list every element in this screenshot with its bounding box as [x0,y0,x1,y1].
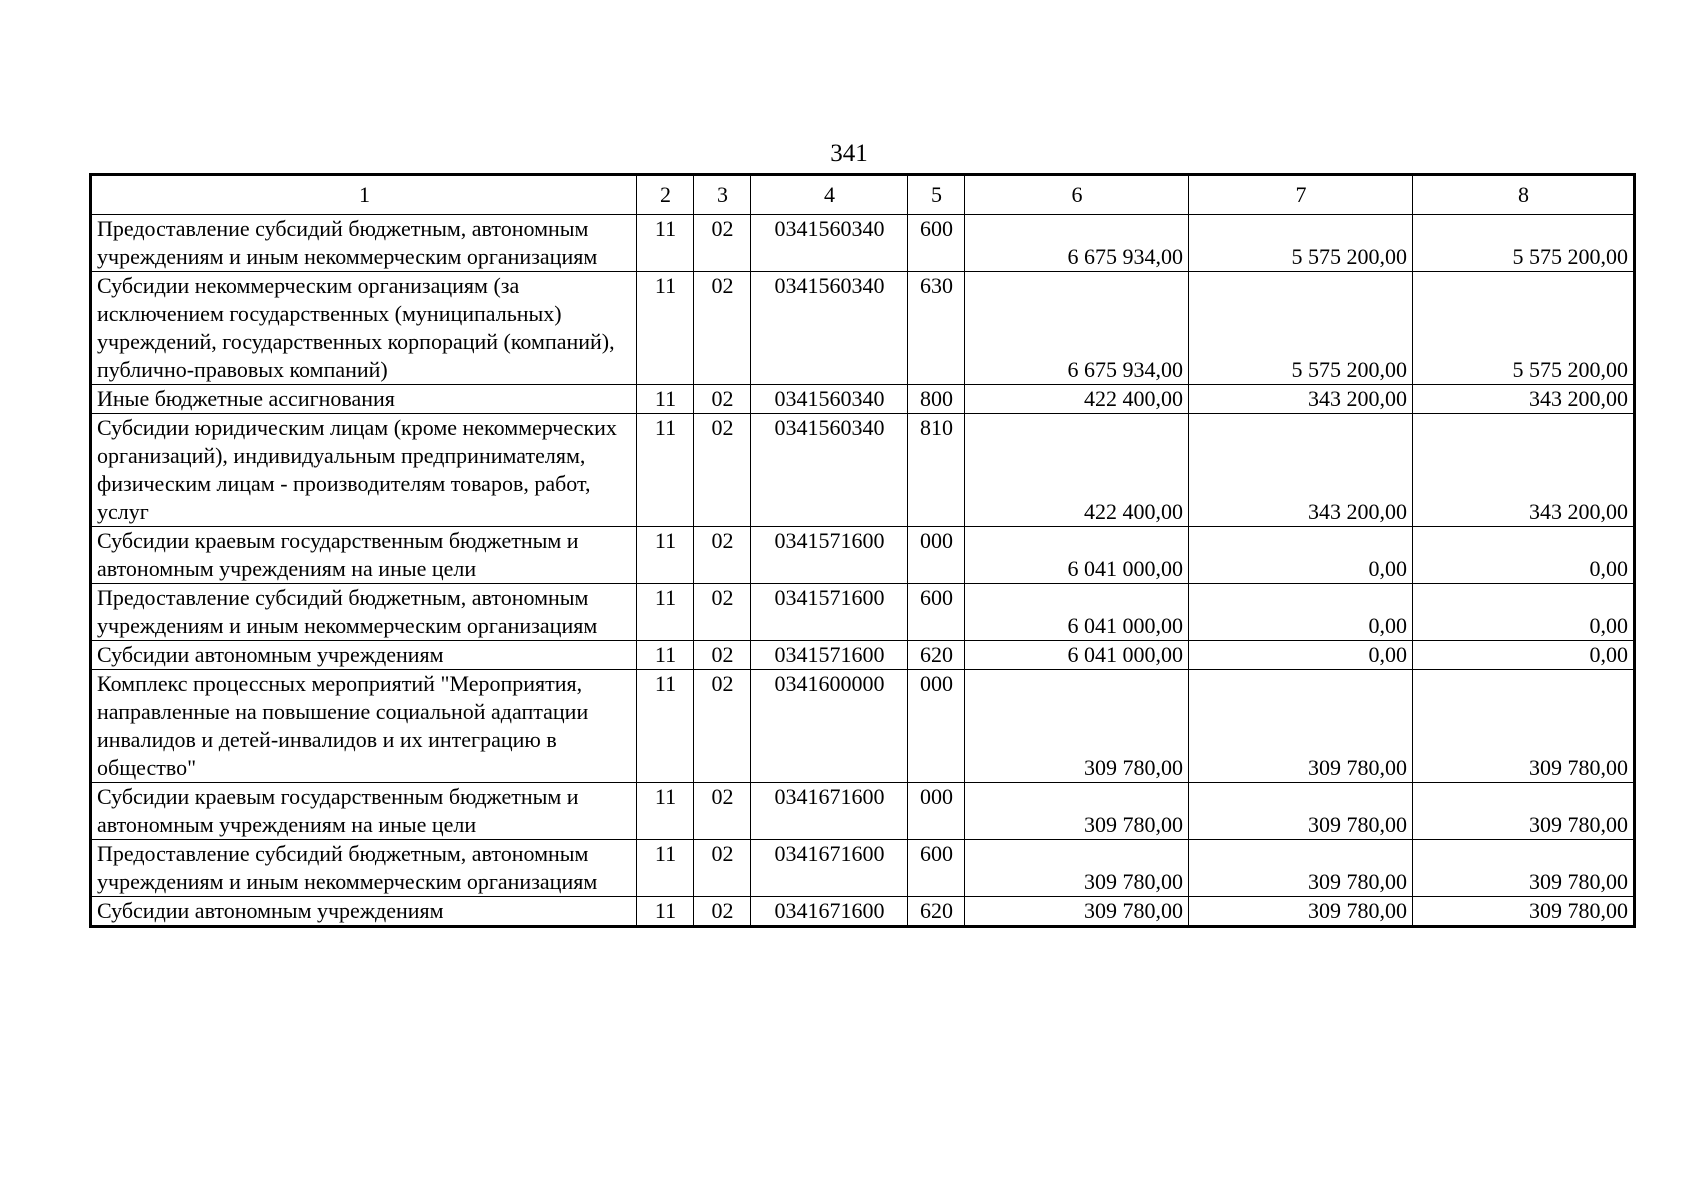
amount-col6-cell: 309 780,00 [965,897,1189,927]
amount-col7-cell: 0,00 [1189,641,1413,670]
amount-col6-cell: 309 780,00 [965,670,1189,783]
header-cell: 3 [694,175,751,215]
target-article-cell: 0341600000 [751,670,908,783]
subsection-code-cell: 02 [694,527,751,584]
amount-col6-cell: 6 041 000,00 [965,641,1189,670]
amount-col8-cell: 343 200,00 [1413,414,1635,527]
amount-col7-cell: 309 780,00 [1189,670,1413,783]
header-cell: 6 [965,175,1189,215]
row-name-cell: Субсидии некоммерческим организациям (за исключением государственных (муниципальных) учреждений, государственных корпораций (компаний), публично-правовых компаний) [91,272,637,385]
subsection-code-cell: 02 [694,215,751,272]
section-code-cell: 11 [637,641,694,670]
section-code-cell: 11 [637,414,694,527]
amount-col8-cell: 343 200,00 [1413,385,1635,414]
target-article-cell: 0341671600 [751,783,908,840]
header-row [91,175,1635,215]
section-code-cell: 11 [637,897,694,927]
table-row [91,783,1635,840]
expense-type-cell: 000 [908,670,965,783]
row-name-cell: Субсидии краевым государственным бюджетным и автономным учреждениям на иные цели [91,783,637,840]
subsection-code-cell: 02 [694,783,751,840]
target-article-cell: 0341560340 [751,385,908,414]
row-name-cell: Предоставление субсидий бюджетным, автономным учреждениям и иным некоммерческим организациям [91,840,637,897]
subsection-code-cell: 02 [694,840,751,897]
amount-col7-cell: 0,00 [1189,584,1413,641]
subsection-code-cell: 02 [694,272,751,385]
section-code-cell: 11 [637,584,694,641]
table-row [91,272,1635,385]
expense-type-cell: 600 [908,840,965,897]
expense-type-cell: 000 [908,783,965,840]
section-code-cell: 11 [637,215,694,272]
amount-col7-cell: 5 575 200,00 [1189,272,1413,385]
amount-col8-cell: 0,00 [1413,584,1635,641]
amount-col8-cell: 5 575 200,00 [1413,215,1635,272]
table-row [91,840,1635,897]
expense-type-cell: 600 [908,584,965,641]
amount-col8-cell: 5 575 200,00 [1413,272,1635,385]
subsection-code-cell: 02 [694,670,751,783]
subsection-code-cell: 02 [694,385,751,414]
header-cell: 4 [751,175,908,215]
row-name-cell: Предоставление субсидий бюджетным, автономным учреждениям и иным некоммерческим организациям [91,215,637,272]
subsection-code-cell: 02 [694,897,751,927]
amount-col6-cell: 309 780,00 [965,840,1189,897]
budget-table [89,173,1636,928]
expense-type-cell: 630 [908,272,965,385]
subsection-code-cell: 02 [694,414,751,527]
row-name-cell: Субсидии автономным учреждениям [91,897,637,927]
target-article-cell: 0341560340 [751,272,908,385]
header-cell: 2 [637,175,694,215]
amount-col8-cell: 309 780,00 [1413,897,1635,927]
header-cell: 1 [91,175,637,215]
amount-col6-cell: 6 675 934,00 [965,215,1189,272]
amount-col6-cell: 6 041 000,00 [965,584,1189,641]
amount-col8-cell: 0,00 [1413,641,1635,670]
table-row [91,527,1635,584]
header-cell: 5 [908,175,965,215]
target-article-cell: 0341571600 [751,641,908,670]
row-name-cell: Иные бюджетные ассигнования [91,385,637,414]
target-article-cell: 0341571600 [751,527,908,584]
table-row [91,385,1635,414]
section-code-cell: 11 [637,670,694,783]
table-row [91,641,1635,670]
target-article-cell: 0341671600 [751,840,908,897]
table-row [91,584,1635,641]
row-name-cell: Предоставление субсидий бюджетным, автономным учреждениям и иным некоммерческим организациям [91,584,637,641]
amount-col6-cell: 422 400,00 [965,385,1189,414]
amount-col6-cell: 6 041 000,00 [965,527,1189,584]
table-row [91,897,1635,927]
amount-col8-cell: 309 780,00 [1413,670,1635,783]
expense-type-cell: 000 [908,527,965,584]
row-name-cell: Субсидии юридическим лицам (кроме некоммерческих организаций), индивидуальным предпринимателям, физическим лицам - производителям товаров, работ, услуг [91,414,637,527]
section-code-cell: 11 [637,272,694,385]
expense-type-cell: 620 [908,897,965,927]
header-cell: 7 [1189,175,1413,215]
expense-type-cell: 600 [908,215,965,272]
target-article-cell: 0341571600 [751,584,908,641]
subsection-code-cell: 02 [694,584,751,641]
amount-col7-cell: 309 780,00 [1189,840,1413,897]
amount-col6-cell: 6 675 934,00 [965,272,1189,385]
amount-col8-cell: 309 780,00 [1413,783,1635,840]
amount-col7-cell: 343 200,00 [1189,414,1413,527]
amount-col6-cell: 309 780,00 [965,783,1189,840]
row-name-cell: Комплекс процессных мероприятий "Мероприятия, направленные на повышение социальной адаптации инвалидов и детей-инвалидов и их интеграцию в общество" [91,670,637,783]
table-row [91,215,1635,272]
expense-type-cell: 810 [908,414,965,527]
amount-col8-cell: 309 780,00 [1413,840,1635,897]
table-row [91,670,1635,783]
subsection-code-cell: 02 [694,641,751,670]
amount-col8-cell: 0,00 [1413,527,1635,584]
amount-col7-cell: 343 200,00 [1189,385,1413,414]
section-code-cell: 11 [637,527,694,584]
target-article-cell: 0341671600 [751,897,908,927]
header-cell: 8 [1413,175,1635,215]
target-article-cell: 0341560340 [751,414,908,527]
row-name-cell: Субсидии автономным учреждениям [91,641,637,670]
section-code-cell: 11 [637,783,694,840]
table-row [91,414,1635,527]
row-name-cell: Субсидии краевым государственным бюджетным и автономным учреждениям на иные цели [91,527,637,584]
section-code-cell: 11 [637,840,694,897]
amount-col7-cell: 309 780,00 [1189,897,1413,927]
expense-type-cell: 800 [908,385,965,414]
amount-col7-cell: 309 780,00 [1189,783,1413,840]
section-code-cell: 11 [637,385,694,414]
amount-col7-cell: 0,00 [1189,527,1413,584]
expense-type-cell: 620 [908,641,965,670]
page-number: 341 [830,140,868,167]
amount-col7-cell: 5 575 200,00 [1189,215,1413,272]
amount-col6-cell: 422 400,00 [965,414,1189,527]
target-article-cell: 0341560340 [751,215,908,272]
